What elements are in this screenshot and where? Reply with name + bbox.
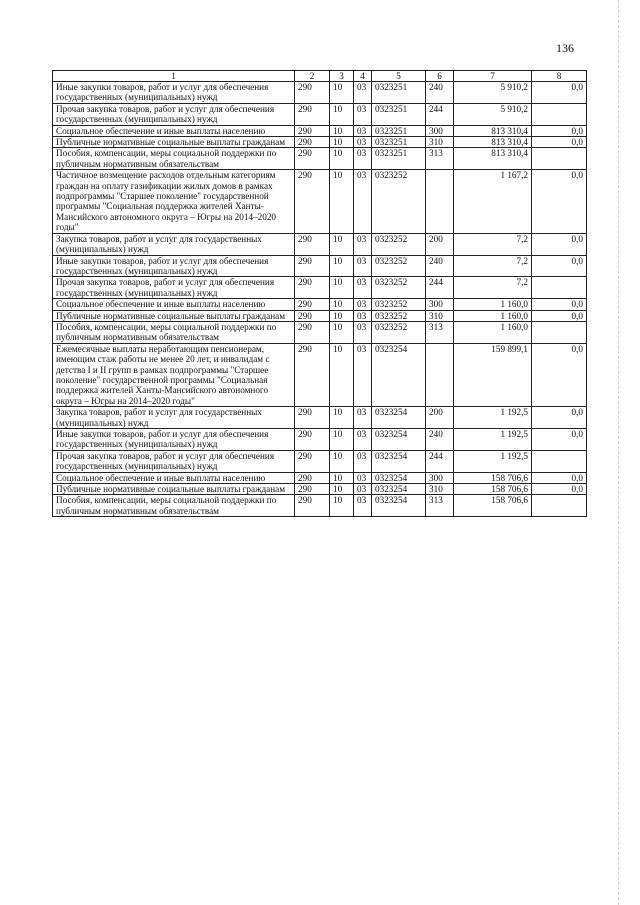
row-percent-cell: 0,0 — [532, 125, 587, 136]
table-row — [53, 321, 587, 343]
row-expense-type-cell: 313 — [426, 321, 454, 343]
row-subsection-cell: 03 — [354, 125, 372, 136]
row-amount-cell: 158 706,6 — [454, 484, 532, 495]
header-cell-3: 3 — [330, 71, 354, 82]
row-section-cell: 10 — [330, 82, 354, 104]
row-name-cell: Прочая закупка товаров, работ и услуг для обеспечения государственных (муниципальных) нужд — [53, 450, 295, 472]
row-expense-type-cell: 240 — [426, 82, 454, 104]
row-section-cell: 10 — [330, 484, 354, 495]
row-section-cell: 10 — [330, 277, 354, 299]
row-name-cell: Публичные нормативные социальные выплаты гражданам — [53, 310, 295, 321]
row-name-cell: Закупка товаров, работ и услуг для государственных (муниципальных) нужд — [53, 407, 295, 429]
row-amount-cell: 1 192,5 — [454, 407, 532, 429]
row-percent-cell — [532, 321, 587, 343]
row-percent-cell: 0,0 — [532, 299, 587, 310]
row-expense-type-cell: 244 — [426, 103, 454, 125]
row-percent-cell: 0,0 — [532, 343, 587, 406]
row-percent-cell — [532, 277, 587, 299]
header-row — [53, 71, 587, 82]
row-target-article-cell: 0323252 — [372, 310, 426, 321]
row-code-cell: 290 — [295, 343, 330, 406]
row-name-cell: Прочая закупка товаров, работ и услуг для обеспечения государственных (муниципальных) нужд — [53, 103, 295, 125]
row-section-cell: 10 — [330, 137, 354, 148]
table-row — [53, 103, 587, 125]
row-amount-cell: 158 706,6 — [454, 472, 532, 483]
row-name-cell: Частичное возмещение расходов отдельным категориям граждан на оплату газификации жилых домов в рамках подпрограммы "Старшее поколение" государственной программы "Социальная поддержка жителей Ханты-Мансийского автономного округа – Югры на 2014–2020 годы" — [53, 170, 295, 233]
row-name-cell: Публичные нормативные социальные выплаты гражданам — [53, 137, 295, 148]
row-amount-cell: 813 310,4 — [454, 125, 532, 136]
row-code-cell: 290 — [295, 321, 330, 343]
row-target-article-cell: 0323251 — [372, 137, 426, 148]
row-subsection-cell: 03 — [354, 170, 372, 233]
row-amount-cell: 813 310,4 — [454, 137, 532, 148]
table-row — [53, 495, 587, 517]
row-section-cell: 10 — [330, 299, 354, 310]
table-row — [53, 472, 587, 483]
row-subsection-cell: 03 — [354, 233, 372, 255]
row-code-cell: 290 — [295, 125, 330, 136]
table-body — [53, 82, 587, 517]
row-subsection-cell: 03 — [354, 407, 372, 429]
table-row — [53, 310, 587, 321]
row-percent-cell: 0,0 — [532, 233, 587, 255]
row-section-cell: 10 — [330, 429, 354, 451]
row-percent-cell — [532, 148, 587, 170]
row-code-cell: 290 — [295, 484, 330, 495]
row-target-article-cell: 0323254 — [372, 484, 426, 495]
row-code-cell: 290 — [295, 450, 330, 472]
row-section-cell: 10 — [330, 170, 354, 233]
header-cell-1: 1 — [53, 71, 295, 82]
row-amount-cell: 5 910,2 — [454, 103, 532, 125]
row-subsection-cell: 03 — [354, 277, 372, 299]
row-code-cell: 290 — [295, 82, 330, 104]
table-row — [53, 407, 587, 429]
table-row — [53, 125, 587, 136]
row-target-article-cell: 0323251 — [372, 103, 426, 125]
row-amount-cell: 1 192,5 — [454, 429, 532, 451]
row-subsection-cell: 03 — [354, 148, 372, 170]
row-section-cell: 10 — [330, 321, 354, 343]
row-name-cell: Иные закупки товаров, работ и услуг для обеспечения государственных (муниципальных) нужд — [53, 82, 295, 104]
scan-edge-line — [618, 0, 620, 905]
row-percent-cell: 0,0 — [532, 484, 587, 495]
row-name-cell: Пособия, компенсации, меры социальной поддержки по публичным нормативным обязательствам — [53, 321, 295, 343]
row-code-cell: 290 — [295, 429, 330, 451]
row-section-cell: 10 — [330, 343, 354, 406]
row-subsection-cell: 03 — [354, 299, 372, 310]
row-amount-cell: 7,2 — [454, 255, 532, 277]
table-row — [53, 299, 587, 310]
row-code-cell: 290 — [295, 407, 330, 429]
row-subsection-cell: 03 — [354, 450, 372, 472]
table-row — [53, 450, 587, 472]
row-percent-cell — [532, 450, 587, 472]
row-name-cell: Иные закупки товаров, работ и услуг для обеспечения государственных (муниципальных) нужд — [53, 255, 295, 277]
row-name-cell: Пособия, компенсации, меры социальной поддержки по публичным нормативным обязательствам — [53, 495, 295, 517]
table-row — [53, 484, 587, 495]
row-target-article-cell: 0323252 — [372, 299, 426, 310]
row-expense-type-cell: 313 — [426, 148, 454, 170]
table-row — [53, 148, 587, 170]
row-subsection-cell: 03 — [354, 310, 372, 321]
row-code-cell: 290 — [295, 277, 330, 299]
row-target-article-cell: 0323252 — [372, 277, 426, 299]
row-code-cell: 290 — [295, 148, 330, 170]
row-amount-cell: 7,2 — [454, 277, 532, 299]
row-amount-cell: 5 910,2 — [454, 82, 532, 104]
row-subsection-cell: 03 — [354, 343, 372, 406]
row-expense-type-cell: 300 — [426, 299, 454, 310]
row-percent-cell: 0,0 — [532, 170, 587, 233]
row-section-cell: 10 — [330, 495, 354, 517]
row-subsection-cell: 03 — [354, 321, 372, 343]
row-expense-type-cell — [426, 170, 454, 233]
row-code-cell: 290 — [295, 233, 330, 255]
table-row — [53, 277, 587, 299]
row-target-article-cell: 0323252 — [372, 233, 426, 255]
row-expense-type-cell: 310 — [426, 137, 454, 148]
row-target-article-cell: 0323252 — [372, 321, 426, 343]
row-subsection-cell: 03 — [354, 103, 372, 125]
row-section-cell: 10 — [330, 407, 354, 429]
row-name-cell: Социальное обеспечение и иные выплаты населению — [53, 472, 295, 483]
row-percent-cell: 0,0 — [532, 255, 587, 277]
row-name-cell: Социальное обеспечение и иные выплаты населению — [53, 125, 295, 136]
row-expense-type-cell: 300 — [426, 125, 454, 136]
row-amount-cell: 813 310,4 — [454, 148, 532, 170]
budget-table — [52, 70, 587, 517]
row-target-article-cell: 0323251 — [372, 125, 426, 136]
row-section-cell: 10 — [330, 255, 354, 277]
row-amount-cell: 158 706,6 — [454, 495, 532, 517]
table-row — [53, 82, 587, 104]
row-subsection-cell: 03 — [354, 137, 372, 148]
row-code-cell: 290 — [295, 137, 330, 148]
row-target-article-cell: 0323251 — [372, 148, 426, 170]
row-section-cell: 10 — [330, 450, 354, 472]
row-code-cell: 290 — [295, 310, 330, 321]
row-target-article-cell: 0323252 — [372, 255, 426, 277]
row-percent-cell — [532, 495, 587, 517]
table-row — [53, 233, 587, 255]
page-number: 136 — [556, 41, 574, 55]
row-code-cell: 290 — [295, 299, 330, 310]
row-section-cell: 10 — [330, 103, 354, 125]
header-cell-5: 5 — [372, 71, 426, 82]
row-expense-type-cell: 240 — [426, 255, 454, 277]
row-expense-type-cell: 200 — [426, 233, 454, 255]
row-percent-cell: 0,0 — [532, 407, 587, 429]
header-cell-4: 4 — [354, 71, 372, 82]
row-percent-cell: 0,0 — [532, 429, 587, 451]
row-amount-cell: 1 160,0 — [454, 299, 532, 310]
row-percent-cell: 0,0 — [532, 310, 587, 321]
row-amount-cell: 7,2 — [454, 233, 532, 255]
row-expense-type-cell: 240 — [426, 429, 454, 451]
row-name-cell: Публичные нормативные социальные выплаты гражданам — [53, 484, 295, 495]
row-target-article-cell: 0323254 — [372, 407, 426, 429]
header-cell-8: 8 — [532, 71, 587, 82]
row-section-cell: 10 — [330, 233, 354, 255]
table-row — [53, 343, 587, 406]
row-expense-type-cell: 200 — [426, 407, 454, 429]
row-target-article-cell: 0323254 — [372, 450, 426, 472]
row-section-cell: 10 — [330, 148, 354, 170]
row-percent-cell: 0,0 — [532, 137, 587, 148]
header-cell-7: 7 — [454, 71, 532, 82]
row-subsection-cell: 03 — [354, 484, 372, 495]
row-expense-type-cell — [426, 343, 454, 406]
row-code-cell: 290 — [295, 103, 330, 125]
row-expense-type-cell: 244 — [426, 277, 454, 299]
row-name-cell: Пособия, компенсации, меры социальной поддержки по публичным нормативным обязательствам — [53, 148, 295, 170]
row-expense-type-cell: 300 — [426, 472, 454, 483]
row-section-cell: 10 — [330, 125, 354, 136]
row-code-cell: 290 — [295, 495, 330, 517]
row-amount-cell: 1 192,5 — [454, 450, 532, 472]
row-percent-cell: 0,0 — [532, 82, 587, 104]
row-name-cell: Закупка товаров, работ и услуг для государственных (муниципальных) нужд — [53, 233, 295, 255]
row-subsection-cell: 03 — [354, 472, 372, 483]
row-target-article-cell: 0323254 — [372, 495, 426, 517]
row-subsection-cell: 03 — [354, 429, 372, 451]
row-subsection-cell: 03 — [354, 495, 372, 517]
row-amount-cell: 1 160,0 — [454, 321, 532, 343]
row-code-cell: 290 — [295, 255, 330, 277]
row-name-cell: Прочая закупка товаров, работ и услуг для обеспечения государственных (муниципальных) нужд — [53, 277, 295, 299]
row-expense-type-cell: 244 — [426, 450, 454, 472]
row-expense-type-cell: 310 — [426, 484, 454, 495]
row-name-cell: Социальное обеспечение и иные выплаты населению — [53, 299, 295, 310]
row-expense-type-cell: 310 — [426, 310, 454, 321]
row-target-article-cell: 0323254 — [372, 343, 426, 406]
row-amount-cell: 159 899,1 — [454, 343, 532, 406]
row-target-article-cell: 0323254 — [372, 472, 426, 483]
row-section-cell: 10 — [330, 310, 354, 321]
row-name-cell: Ежемесячные выплаты неработающим пенсионерам, имеющим стаж работы не менее 20 лет, и инвалидам с детства I и II групп в рамках подпрограммы "Старшее поколение" государственной программы "Социальная поддержка жителей Ханты-Мансийского автономного округа – Югры на 2014–2020 годы" — [53, 343, 295, 406]
row-percent-cell — [532, 103, 587, 125]
table-row — [53, 137, 587, 148]
row-percent-cell: 0,0 — [532, 472, 587, 483]
table-row — [53, 170, 587, 233]
row-target-article-cell: 0323252 — [372, 170, 426, 233]
row-subsection-cell: 03 — [354, 255, 372, 277]
row-target-article-cell: 0323254 — [372, 429, 426, 451]
table-row — [53, 255, 587, 277]
row-section-cell: 10 — [330, 472, 354, 483]
row-expense-type-cell: 313 — [426, 495, 454, 517]
header-cell-2: 2 — [295, 71, 330, 82]
row-subsection-cell: 03 — [354, 82, 372, 104]
row-amount-cell: 1 160,0 — [454, 310, 532, 321]
table-row — [53, 429, 587, 451]
row-target-article-cell: 0323251 — [372, 82, 426, 104]
row-name-cell: Иные закупки товаров, работ и услуг для обеспечения государственных (муниципальных) нужд — [53, 429, 295, 451]
row-code-cell: 290 — [295, 170, 330, 233]
header-cell-6: 6 — [426, 71, 454, 82]
row-amount-cell: 1 167,2 — [454, 170, 532, 233]
row-code-cell: 290 — [295, 472, 330, 483]
